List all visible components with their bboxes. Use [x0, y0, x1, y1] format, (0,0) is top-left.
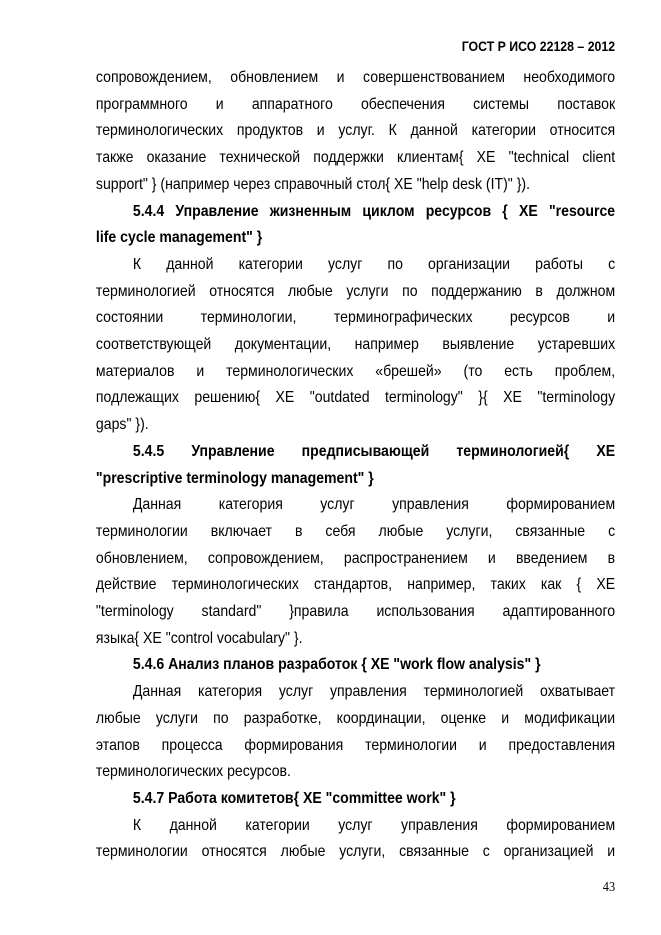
text-line: терминологией относятся любые услуги по поддержанию в должном — [95, 282, 616, 300]
text-line: сопровождением, обновлением и совершенствованием необходимого — [95, 69, 616, 86]
text-line: подлежащих решению{ XE "outdated terminology" }{ XE "terminology — [95, 389, 616, 407]
text-line: также оказание технической поддержки клиентам{ XE "technical client — [95, 149, 616, 167]
text-line: gaps" }). — [95, 416, 149, 434]
section-heading-line: 5.4.4 Управление жизненным циклом ресурсов { XE "resource — [132, 202, 616, 220]
text-line: материалов и терминологических «брешей» (то есть проблем, — [95, 362, 616, 380]
text-line: терминологии относятся любые услуги, связанные с организацией и — [95, 843, 616, 861]
section-heading-line: 5.4.5 Управление предписывающей терминологией{ XE — [132, 442, 616, 460]
section-heading-line: 5.4.7 Работа комитетов{ XE "committee work" } — [132, 789, 456, 807]
text-line: соответствующей документации, например выявление устаревших — [95, 336, 616, 354]
body-text — [96, 65, 615, 866]
text-line: К данной категории услуг по организации работы с — [132, 255, 616, 273]
text-line: языка{ XE "control vocabulary" }. — [95, 629, 303, 647]
text-line: терминологических продуктов и услуг. К данной категории относится — [95, 122, 616, 140]
text-line: программного и аппаратного обеспечения системы поставок — [95, 95, 616, 113]
page-number: 43 — [602, 880, 616, 895]
text-line: К данной категории услуг управления формированием — [132, 816, 616, 834]
text-line: терминологии включает в себя любые услуги, связанные с — [95, 522, 616, 540]
text-line: любые услуги по разработке, координации, оценке и модификации — [95, 709, 616, 727]
text-line: терминологических ресурсов. — [95, 763, 291, 781]
text-line: действие терминологических стандартов, например, таких как { XE — [95, 576, 616, 594]
text-line: Данная категория услуг управления формированием — [132, 496, 616, 514]
section-heading-line: 5.4.6 Анализ планов разработок { XE "work flow analysis" } — [132, 656, 541, 674]
text-line: support" } (например через справочный стол{ XE "help desk (IT)" }). — [95, 175, 531, 193]
text-line: этапов процесса формирования терминологии и предоставления — [95, 736, 616, 754]
text-line: "terminology standard" }правила использования адаптированного — [95, 603, 616, 621]
section-heading-line: "prescriptive terminology management" } — [95, 469, 374, 487]
section-heading-line: life cycle management" } — [95, 229, 263, 247]
text-line: состоянии терминологии, терминографических ресурсов и — [95, 309, 616, 327]
page-header: ГОСТ Р ИСО 22128 – 2012 — [461, 38, 616, 54]
text-line: обновлением, сопровождением, распространением и введением в — [95, 549, 616, 567]
text-line: Данная категория услуг управления терминологией охватывает — [132, 683, 616, 701]
